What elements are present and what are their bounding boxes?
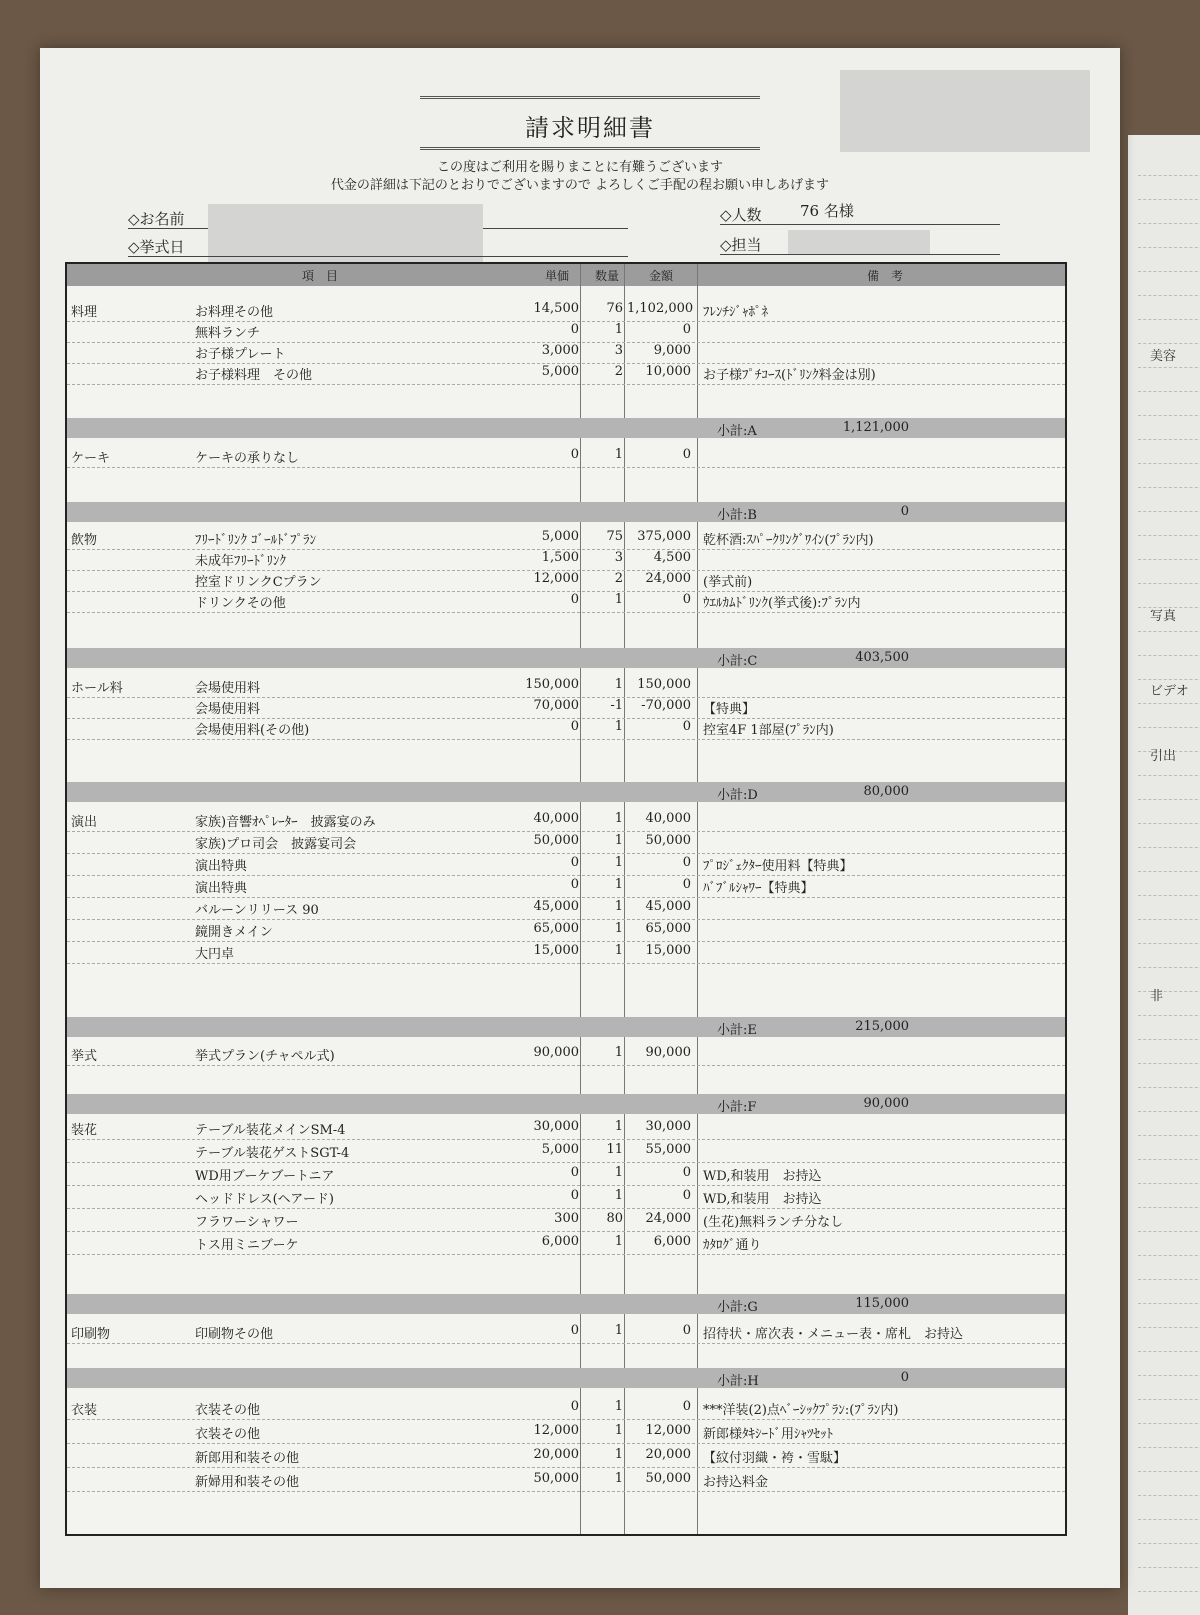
second-page-rule [1138,655,1200,656]
second-page-rule [1138,1447,1200,1448]
amount: 30,000 [645,1119,691,1134]
table-row [67,1396,1065,1420]
item-name: テーブル装花ゲストSGT-4 [195,1146,350,1161]
header-price: 単価 [545,269,570,283]
second-page-rule [1138,559,1200,560]
unit-price: 6,000 [541,1234,579,1249]
amount: 24,000 [645,1211,691,1226]
subtotal-value: 90,000 [863,1096,909,1111]
item-name: お子様プレート [195,347,286,362]
guests-underline [720,224,1000,225]
table-row [67,1208,1065,1232]
amount: 20,000 [645,1447,691,1462]
item-name: 大円卓 [195,947,235,962]
amount: 375,000 [637,529,691,544]
unit-price: 0 [570,1323,579,1338]
quantity: 1 [614,1045,623,1060]
second-page-rule [1138,463,1200,464]
unit-price: 5,000 [541,529,579,544]
remarks: ﾌﾚﾝﾁｼﾞｬﾎﾟﾈ [703,305,768,320]
amount: 0 [682,592,691,607]
item-name: 新郎用和装その他 [195,1451,300,1466]
second-page-rule [1138,1231,1200,1232]
amount: 45,000 [645,899,691,914]
quantity: 2 [614,364,623,379]
unit-price: 0 [570,1399,579,1414]
item-name: バルーンリリース 90 [195,903,319,918]
unit-price: 40,000 [533,811,579,826]
quantity: 1 [614,1188,623,1203]
second-page-rule [1138,1327,1200,1328]
unit-price: 15,000 [533,943,579,958]
remarks: ﾌﾟﾛｼﾞｪｸﾀｰ使用料【特典】 [703,859,853,874]
second-page-rule [1138,1207,1200,1208]
item-name: トス用ミニブーケ [195,1238,299,1253]
unit-price: 0 [570,447,579,462]
amount: 0 [682,719,691,734]
item-name: 家族)音響ｵﾍﾟﾚｰﾀｰ 披露宴のみ [195,815,376,830]
second-page-rule [1138,319,1200,320]
subtotal-value: 115,000 [855,1296,909,1311]
header-amount: 金額 [649,269,674,283]
amount: 0 [682,447,691,462]
second-page-rule [1138,1471,1200,1472]
item-name: 衣装その他 [195,1427,261,1442]
category-label: 飲物 [71,533,98,548]
quantity: 1 [614,1165,623,1180]
unit-price: 12,000 [533,1423,579,1438]
category-label: 印刷物 [71,1327,111,1342]
amount: 12,000 [645,1423,691,1438]
unit-price: 20,000 [533,1447,579,1462]
page-title: 請求明細書 [525,114,655,142]
item-name: 挙式プラン(チャペル式) [195,1049,335,1064]
second-page-rule [1138,1543,1200,1544]
amount: 55,000 [645,1142,691,1157]
second-page-rule [1138,1015,1200,1016]
second-page-label: 引出 [1150,749,1177,764]
subtotal-label: 小計:A [717,424,757,439]
unit-price: 3,000 [541,343,579,358]
second-page-rule [1138,991,1200,992]
unit-price: 65,000 [533,921,579,936]
guests-value: 76 名様 [800,202,854,220]
second-page-rule [1138,1159,1200,1160]
subtotal-bar [67,782,1065,802]
second-page-rule [1138,1279,1200,1280]
second-page-rule [1138,1135,1200,1136]
table-row [67,852,1065,876]
subtotal-label: 小計:G [717,1300,758,1315]
amount: 65,000 [645,921,691,936]
second-page-rule [1138,1375,1200,1376]
unit-price: 300 [554,1211,579,1226]
second-page-rule [1138,1423,1200,1424]
subtotal-bar [67,1094,1065,1114]
amount: 0 [682,322,691,337]
unit-price: 70,000 [533,698,579,713]
header-qty: 数量 [595,269,620,283]
amount: -70,000 [641,698,691,713]
unit-price: 0 [570,719,579,734]
table-header [67,264,1065,286]
table-row [67,1162,1065,1186]
second-page-rule [1138,1303,1200,1304]
unit-price: 45,000 [533,899,579,914]
redacted-block [840,70,1090,152]
subtotal-bar [67,418,1065,438]
table-row [67,1042,1065,1066]
quantity: 1 [614,592,623,607]
second-page-rule [1138,919,1200,920]
staff-underline [720,254,1000,255]
second-page-rule [1138,511,1200,512]
item-name: ﾌﾘｰﾄﾞﾘﾝｸ ｺﾞｰﾙﾄﾞﾌﾟﾗﾝ [195,533,317,548]
second-page-rule [1138,439,1200,440]
unit-price: 150,000 [525,677,579,692]
subtotal-label: 小計:F [717,1100,757,1115]
remarks: お持込料金 [703,1475,769,1490]
second-page-rule [1138,343,1200,344]
subtotal-bar [67,1368,1065,1388]
guests-label: ◇人数 [720,206,762,224]
remarks: 控室4F 1部屋(ﾌﾟﾗﾝ内) [703,723,834,738]
quantity: 1 [614,943,623,958]
quantity: 11 [606,1142,623,1157]
second-page-rule [1138,871,1200,872]
second-page-rule [1138,631,1200,632]
subtotal-value: 0 [900,1370,909,1385]
amount: 15,000 [645,943,691,958]
subtotal-label: 小計:C [717,654,758,669]
quantity: 2 [614,571,623,586]
second-page-rule [1138,943,1200,944]
table-row [67,361,1065,385]
quantity: 1 [614,1423,623,1438]
quantity: 1 [614,719,623,734]
quantity: 1 [614,855,623,870]
item-name: 無料ランチ [195,326,261,341]
amount: 0 [682,877,691,892]
table-row [67,896,1065,920]
second-page-rule [1138,391,1200,392]
unit-price: 1,500 [541,550,579,565]
remarks: 【紋付羽織・袴・雪駄】 [703,1451,847,1466]
table-row [67,1320,1065,1344]
remarks: (生花)無料ランチ分なし [703,1215,844,1230]
category-label: 装花 [71,1123,98,1138]
greeting-line-2: 代金の詳細は下記のとおりでございますので よろしくご手配の程お願い申しあげます [330,178,830,193]
subtotal-bar [67,648,1065,668]
quantity: 1 [614,811,623,826]
amount: 150,000 [637,677,691,692]
table-row [67,1116,1065,1140]
second-page-rule [1138,895,1200,896]
greeting-line-1: この度はご利用を賜りまことに有難うございます [436,160,723,175]
remarks: 【特典】 [703,702,756,717]
second-page-rule [1138,799,1200,800]
second-page-rule [1138,295,1200,296]
item-name: ヘッドドレス(ヘアード) [195,1192,334,1207]
item-name: フラワーシャワー [195,1215,299,1230]
quantity: 1 [614,322,623,337]
table-row [67,1139,1065,1163]
title-block [420,96,760,153]
remarks: 招待状・席次表・メニュー表・席札 お持込 [703,1327,964,1342]
second-page-label: ビデオ [1150,684,1189,699]
category-label: ホール料 [71,681,123,696]
second-page-rule [1138,367,1200,368]
remarks: 乾杯酒:ｽﾊﾟｰｸﾘﾝｸﾞﾜｲﾝ(ﾌﾟﾗﾝ内) [703,533,874,548]
table-row [67,940,1065,964]
second-page-rule [1138,487,1200,488]
second-page-rule [1138,1063,1200,1064]
quantity: 1 [614,447,623,462]
table-row [67,808,1065,832]
quantity: 1 [614,1323,623,1338]
subtotal-bar [67,1017,1065,1037]
amount: 0 [682,1399,691,1414]
second-page-rule [1138,1351,1200,1352]
item-name: ケーキの承りなし [195,451,300,466]
second-page-rule [1138,199,1200,200]
amount: 10,000 [645,364,691,379]
item-name: お子様料理 その他 [195,368,313,383]
unit-price: 0 [570,1165,579,1180]
second-page-rule [1138,1519,1200,1520]
subtotal-label: 小計:E [717,1023,757,1038]
quantity: 1 [614,1471,623,1486]
quantity: -1 [610,698,623,713]
item-name: WD用ブーケブートニア [195,1169,335,1184]
amount: 50,000 [645,833,691,848]
table-row [67,1468,1065,1492]
remarks: お子様ﾌﾟﾁｺｰｽ(ﾄﾞﾘﾝｸ料金は別) [703,368,876,383]
remarks: WD,和装用 お持込 [703,1192,822,1207]
quantity: 1 [614,1447,623,1462]
second-page-rule [1138,703,1200,704]
second-page-rule [1138,967,1200,968]
item-name: 演出特典 [195,881,248,896]
subtotal-value: 80,000 [863,784,909,799]
quantity: 1 [614,921,623,936]
item-name: 印刷物その他 [195,1327,274,1342]
item-name: 控室ドリンクCプラン [195,575,322,590]
category-label: 挙式 [71,1049,98,1064]
amount: 50,000 [645,1471,691,1486]
unit-price: 0 [570,855,579,870]
remarks: WD,和装用 お持込 [703,1169,822,1184]
second-page-rule [1138,415,1200,416]
amount: 9,000 [653,343,691,358]
amount: 0 [682,1188,691,1203]
subtotal-value: 0 [900,504,909,519]
second-page-rule [1138,823,1200,824]
unit-price: 0 [570,592,579,607]
remarks: (挙式前) [703,575,753,590]
item-name: 会場使用料 [195,702,261,717]
unit-price: 5,000 [541,1142,579,1157]
unit-price: 30,000 [533,1119,579,1134]
subtotal-label: 小計:D [717,788,758,803]
table-row [67,1420,1065,1444]
table-row [67,716,1065,740]
item-name: ドリンクその他 [195,596,286,611]
quantity: 76 [606,301,623,316]
remarks: ﾊﾞﾌﾞﾙｼｬﾜｰ【特典】 [703,881,814,896]
remarks: ｶﾀﾛｸﾞ通り [703,1238,762,1253]
second-page-rule [1138,727,1200,728]
subtotal-value: 1,121,000 [842,420,909,435]
table-row [67,1185,1065,1209]
second-page-label: 美容 [1150,349,1177,364]
item-name: 未成年ﾌﾘｰﾄﾞﾘﾝｸ [195,554,287,569]
second-page-rule [1138,1495,1200,1496]
quantity: 3 [614,343,623,358]
subtotal-label: 小計:B [717,508,757,523]
amount: 6,000 [653,1234,691,1249]
table-row [67,444,1065,468]
unit-price: 90,000 [533,1045,579,1060]
quantity: 1 [614,877,623,892]
item-name: 会場使用料 [195,681,261,696]
item-name: 演出特典 [195,859,248,874]
second-page-rule [1138,775,1200,776]
unit-price: 14,500 [533,301,579,316]
unit-price: 0 [570,877,579,892]
second-page-rule [1138,1399,1200,1400]
remarks: ***洋装(2)点ﾍﾞｰｼｯｸﾌﾟﾗﾝ:(ﾌﾟﾗﾝ内) [703,1403,899,1418]
staff-label: ◇担当 [720,236,762,254]
unit-price: 0 [570,322,579,337]
amount: 24,000 [645,571,691,586]
item-name: 鏡開きメイン [195,925,273,940]
unit-price: 50,000 [533,833,579,848]
unit-price: 12,000 [533,571,579,586]
second-page-rule [1138,583,1200,584]
item-name: 会場使用料(その他) [195,723,310,738]
second-page-rule [1138,1039,1200,1040]
item-name: 新婦用和装その他 [195,1475,300,1490]
second-page-rule [1138,1255,1200,1256]
quantity: 1 [614,899,623,914]
category-label: ケーキ [71,451,111,466]
amount: 0 [682,1165,691,1180]
table-row [67,918,1065,942]
subtotal-bar [67,502,1065,522]
table-row [67,589,1065,613]
unit-price: 50,000 [533,1471,579,1486]
second-page-rule [1138,1591,1200,1592]
subtotal-value: 403,500 [855,650,909,665]
second-page-rule [1138,1087,1200,1088]
second-page-rule [1138,223,1200,224]
remarks: 新郎様ﾀｷｼｰﾄﾞ用ｼｬﾂｾｯﾄ [703,1427,834,1442]
unit-price: 5,000 [541,364,579,379]
item-name: テーブル装花メインSM-4 [195,1123,346,1138]
date-label: ◇挙式日 [128,238,185,256]
table-row [67,1231,1065,1255]
quantity: 1 [614,1399,623,1414]
unit-price: 0 [570,1188,579,1203]
quantity: 75 [606,529,623,544]
category-label: 演出 [71,815,98,830]
second-page-rule [1138,847,1200,848]
second-page-rule [1138,175,1200,176]
subtotal-bar [67,1294,1065,1314]
table-row [67,1444,1065,1468]
item-name: 家族)プロ司会 披露宴司会 [195,837,357,852]
amount: 4,500 [653,550,691,565]
category-label: 衣装 [71,1403,98,1418]
header-item: 項 目 [302,269,339,283]
quantity: 1 [614,1119,623,1134]
second-page-label: 非 [1150,989,1164,1004]
remarks: ｳｴﾙｶﾑﾄﾞﾘﾝｸ(挙式後):ﾌﾟﾗﾝ内 [703,596,861,611]
second-page-rule [1138,1111,1200,1112]
name-label: ◇お名前 [128,210,185,228]
item-name: お料理その他 [195,305,274,320]
table-row [67,874,1065,898]
quantity: 1 [614,1234,623,1249]
redacted-staff [788,230,930,254]
amount: 0 [682,1323,691,1338]
amount: 1,102,000 [627,301,694,316]
quantity: 3 [614,550,623,565]
second-page-rule [1138,1183,1200,1184]
item-name: 衣装その他 [195,1403,261,1418]
date-underline [128,256,628,257]
amount: 0 [682,855,691,870]
subtotal-label: 小計:H [717,1374,759,1389]
amount: 40,000 [645,811,691,826]
second-page-label: 写真 [1150,609,1177,624]
category-label: 料理 [71,305,98,320]
line-items-table [65,262,1067,1536]
second-page-rule [1138,1567,1200,1568]
quantity: 1 [614,677,623,692]
second-page-rule [1138,271,1200,272]
quantity: 80 [606,1211,623,1226]
second-page-rule [1138,247,1200,248]
second-page-rule [1138,535,1200,536]
table-row [67,830,1065,854]
header-note: 備 考 [867,269,904,283]
subtotal-value: 215,000 [855,1019,909,1034]
quantity: 1 [614,833,623,848]
amount: 90,000 [645,1045,691,1060]
second-page [1128,135,1200,1615]
